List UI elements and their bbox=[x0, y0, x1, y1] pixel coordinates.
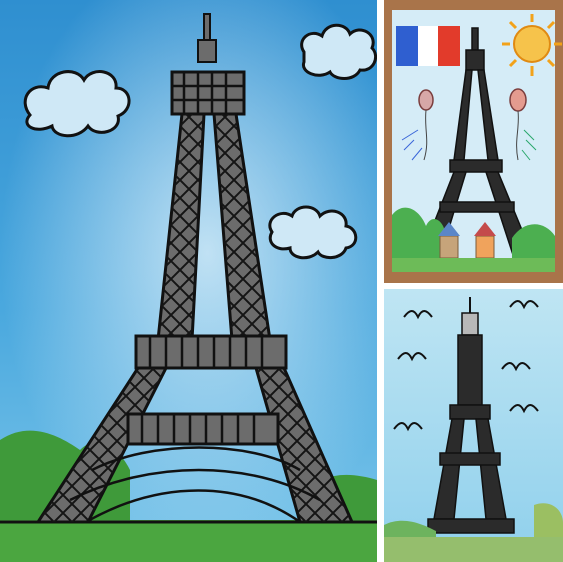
painting-top-right-art bbox=[384, 0, 563, 283]
french-flag bbox=[396, 26, 460, 66]
house-right bbox=[476, 236, 494, 258]
painting-bottom-right-art bbox=[384, 289, 563, 562]
painting-top-right bbox=[384, 0, 563, 283]
painting-bottom-right bbox=[384, 289, 563, 562]
cloud-right bbox=[270, 207, 356, 258]
cloud-top-right bbox=[302, 25, 376, 78]
house-left bbox=[440, 236, 458, 258]
